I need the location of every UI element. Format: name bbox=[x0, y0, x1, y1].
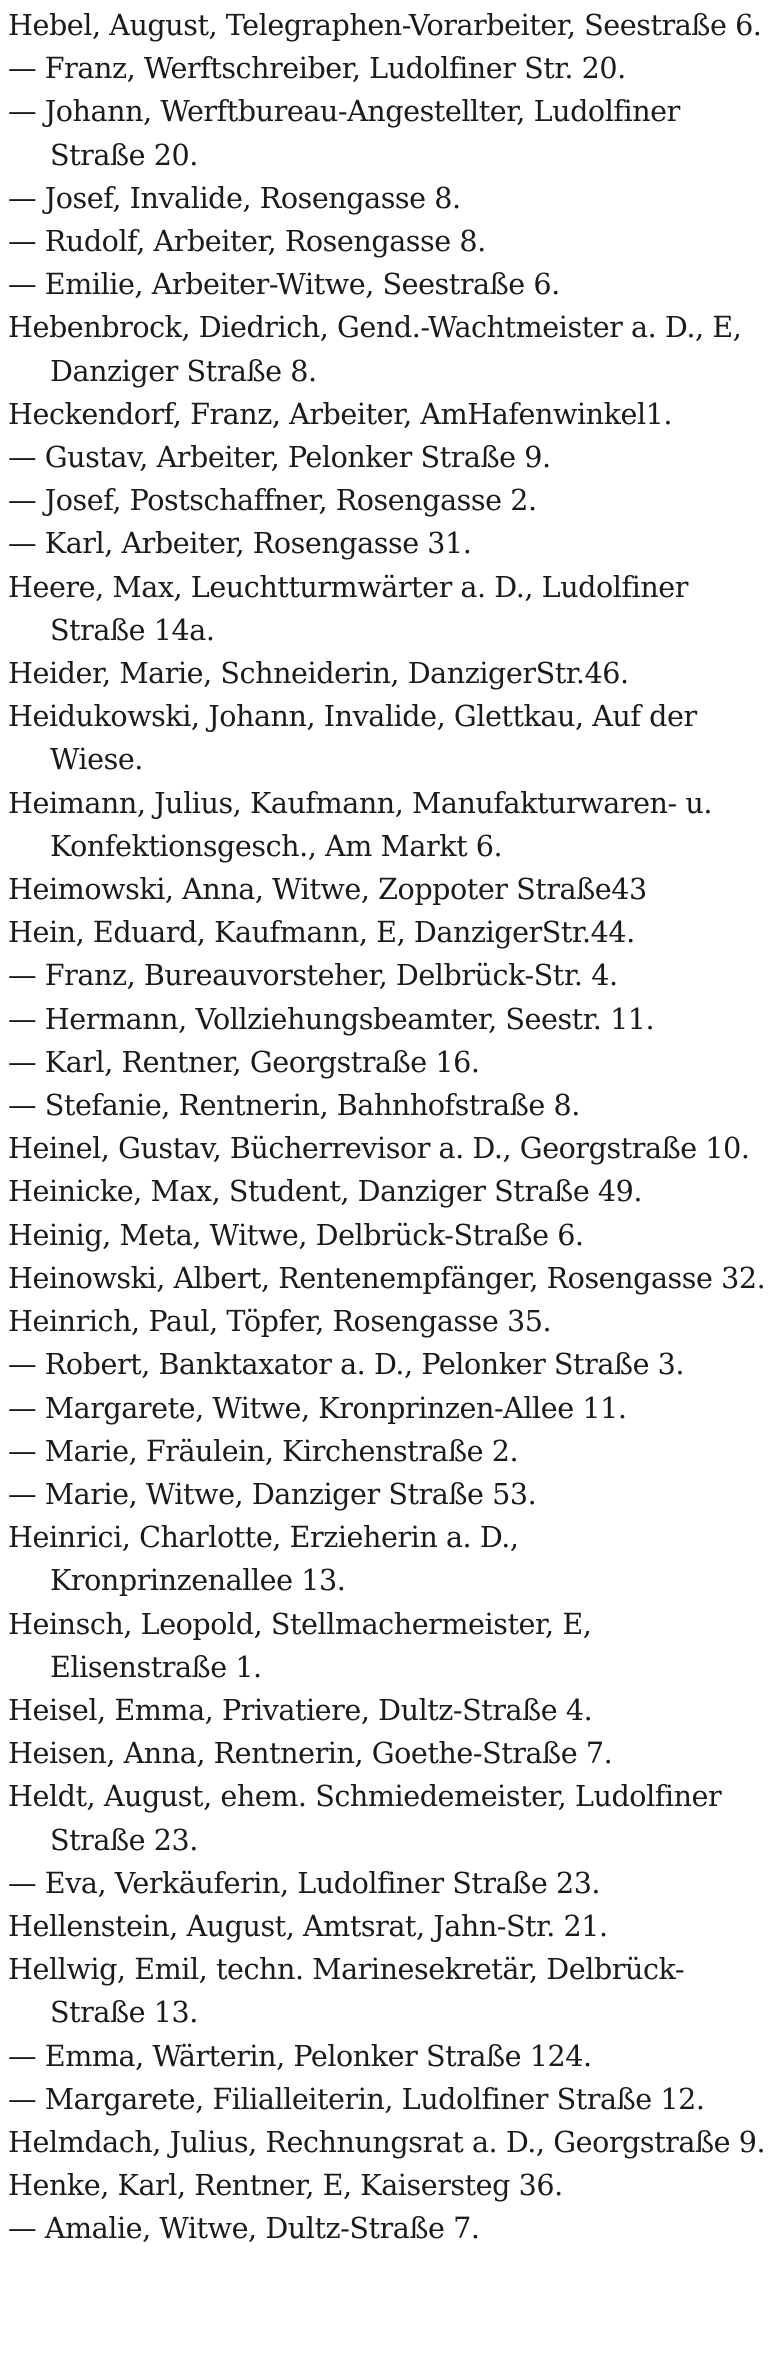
directory-entry: — Rudolf, Arbeiter, Rosengasse 8. bbox=[8, 224, 486, 259]
directory-entry-list bbox=[4, 4, 768, 2251]
directory-entry: Heldt, August, ehem. Schmiedemeister, Ludolfiner Straße 23. bbox=[8, 1779, 722, 1857]
directory-entry: Hebenbrock, Diedrich, Gend.-Wachtmeister a. D., E, Danziger Straße 8. bbox=[8, 310, 742, 388]
directory-entry: Heinig, Meta, Witwe, Delbrück-Straße 6. bbox=[8, 1217, 584, 1252]
directory-entry: — Franz, Werftschreiber, Ludolfiner Str. 20. bbox=[8, 51, 626, 86]
directory-entry: — Marie, Fräulein, Kirchenstraße 2. bbox=[8, 1433, 519, 1468]
directory-entry: — Emma, Wärterin, Pelonker Straße 124. bbox=[8, 2038, 592, 2073]
directory-entry: — Franz, Bureauvorsteher, Delbrück-Str. 4. bbox=[8, 958, 618, 993]
directory-entry: — Karl, Arbeiter, Rosengasse 31. bbox=[8, 526, 472, 561]
directory-entry: Hellenstein, August, Amtsrat, Jahn-Str. 21. bbox=[8, 1908, 608, 1943]
directory-entry: Hein, Eduard, Kaufmann, E, DanzigerStr.44. bbox=[8, 915, 635, 950]
directory-entry: — Josef, Invalide, Rosengasse 8. bbox=[8, 180, 461, 215]
directory-entry: — Amalie, Witwe, Dultz-Straße 7. bbox=[8, 2211, 480, 2246]
directory-entry: — Marie, Witwe, Danziger Straße 53. bbox=[8, 1476, 537, 1511]
directory-entry: — Stefanie, Rentnerin, Bahnhofstraße 8. bbox=[8, 1088, 580, 1123]
directory-entry: Heinel, Gustav, Bücherrevisor a. D., Georgstraße 10. bbox=[8, 1131, 750, 1166]
directory-entry: Hebel, August, Telegraphen-Vorarbeiter, Seestraße 6. bbox=[8, 8, 762, 42]
directory-entry: — Hermann, Vollziehungsbeamter, Seestr. 11. bbox=[8, 1001, 655, 1036]
directory-entry: Heimowski, Anna, Witwe, Zoppoter Straße43 bbox=[8, 872, 647, 907]
directory-entry: — Robert, Banktaxator a. D., Pelonker Straße 3. bbox=[8, 1347, 685, 1382]
directory-entry: — Josef, Postschaffner, Rosengasse 2. bbox=[8, 483, 537, 518]
directory-entry: Helmdach, Julius, Rechnungsrat a. D., Georgstraße 9. bbox=[8, 2124, 766, 2159]
directory-entry: Heinsch, Leopold, Stellmachermeister, E, Elisenstraße 1. bbox=[8, 1606, 592, 1684]
directory-entry: Heere, Max, Leuchtturmwärter a. D., Ludolfiner Straße 14a. bbox=[8, 569, 688, 647]
directory-entry: Heinrich, Paul, Töpfer, Rosengasse 35. bbox=[8, 1304, 552, 1339]
directory-entry: — Margarete, Witwe, Kronprinzen-Allee 11. bbox=[8, 1390, 627, 1425]
directory-entry: Heisen, Anna, Rentnerin, Goethe-Straße 7. bbox=[8, 1736, 613, 1771]
directory-entry: Heider, Marie, Schneiderin, DanzigerStr.46. bbox=[8, 656, 629, 691]
directory-entry: — Karl, Rentner, Georgstraße 16. bbox=[8, 1044, 480, 1079]
directory-entry: — Johann, Werftbureau-Angestellter, Ludolfiner Straße 20. bbox=[8, 94, 680, 172]
directory-entry: Henke, Karl, Rentner, E, Kaisersteg 36. bbox=[8, 2168, 563, 2203]
directory-entry: Heinrici, Charlotte, Erzieherin a. D., Kronprinzenallee 13. bbox=[8, 1520, 519, 1598]
directory-entry: — Emilie, Arbeiter-Witwe, Seestraße 6. bbox=[8, 267, 560, 302]
directory-entry: Heinowski, Albert, Rentenempfänger, Rosengasse 32. bbox=[8, 1260, 766, 1295]
directory-entry: — Eva, Verkäuferin, Ludolfiner Straße 23. bbox=[8, 1865, 601, 1900]
directory-entry: Heckendorf, Franz, Arbeiter, AmHafenwinkel1. bbox=[8, 396, 673, 431]
directory-entry: — Margarete, Filialleiterin, Ludolfiner Straße 12. bbox=[8, 2081, 705, 2116]
directory-entry: — Gustav, Arbeiter, Pelonker Straße 9. bbox=[8, 440, 551, 475]
directory-entry: Heimann, Julius, Kaufmann, Manufakturwaren- u. Konfektionsgesch., Am Markt 6. bbox=[8, 785, 712, 863]
directory-entry: Heisel, Emma, Privatiere, Dultz-Straße 4. bbox=[8, 1692, 593, 1727]
directory-entry: Hellwig, Emil, techn. Marinesekretär, Delbrück-Straße 13. bbox=[8, 1952, 685, 2030]
directory-entry: Heinicke, Max, Student, Danziger Straße 49. bbox=[8, 1174, 643, 1209]
directory-entry: Heidukowski, Johann, Invalide, Glettkau, Auf der Wiese. bbox=[8, 699, 697, 777]
